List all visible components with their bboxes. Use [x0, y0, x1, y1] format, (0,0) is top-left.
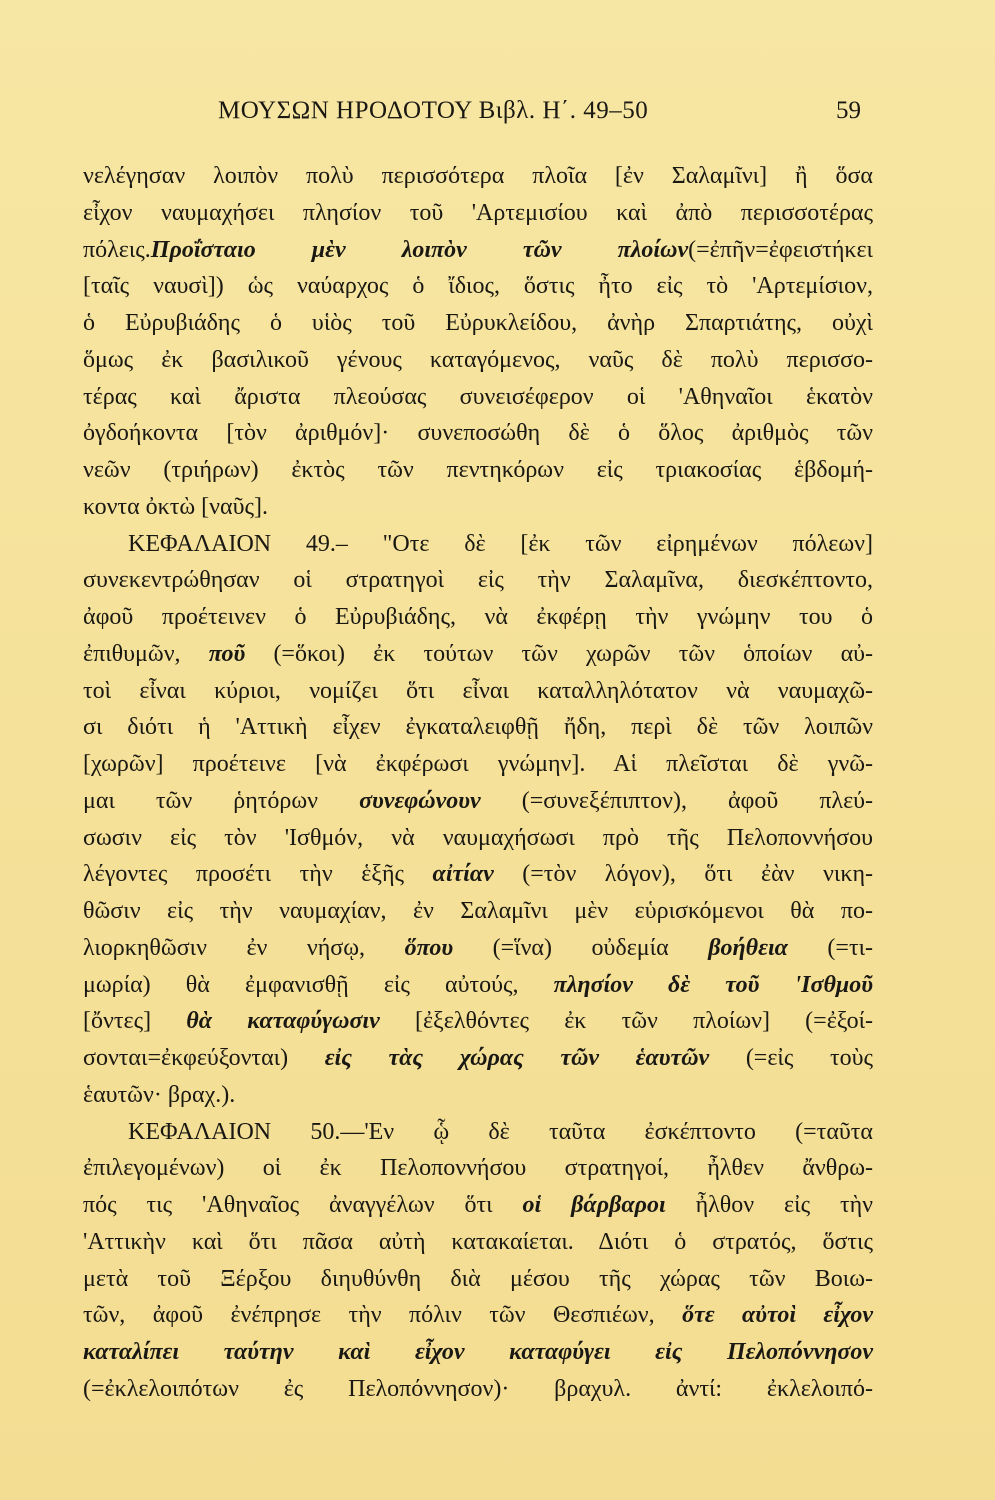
running-title: ΜΟΥΣΩΝ ΗΡΟΔΟΤΟΥ Βιβλ. Η΄. 49–50 — [218, 97, 649, 124]
text-line: τέρας καὶ ἄριστα πλεούσας συνεισέφερον οἱ 'Αθηναῖοι ἑκατὸν — [83, 383, 873, 410]
text-line: σονται=ἐκφεύξονται) εἰς τὰς χώρας τῶν ἑαυτῶν (=εἰς τοὺς — [83, 1045, 873, 1071]
text-line: σι διότι ἡ 'Αττικὴ εἶχεν ἐγκαταλειφθῇ ἤδη, περὶ δὲ τῶν λοιπῶν — [83, 714, 873, 741]
text-line: νεῶν (τριήρων) ἐκτὸς τῶν πεντηκόρων εἰς τριακοσίας ἑβδομή- — [83, 457, 873, 483]
text-line: μωρία) θὰ ἐμφανισθῇ εἰς αὐτούς, πλησίον δὲ τοῦ 'Ισθμοῦ — [83, 971, 874, 998]
text-line: [χωρῶν] προέτεινε [νὰ ἐκφέρωσι γνώμην]. Αἱ πλεῖσται δὲ γνῶ- — [83, 751, 873, 777]
text-line: ὁ Εὐρυβιάδης ὁ υἱὸς τοῦ Εὐρυκλείδου, ἀνὴρ Σπαρτιάτης, οὐχὶ — [83, 310, 873, 336]
text-line: θῶσιν εἰς τὴν ναυμαχίαν, ἐν Σαλαμῖνι μὲν εὑρισκόμενοι θὰ πο- — [83, 898, 873, 924]
page-number: 59 — [836, 97, 861, 124]
text-line: 'Αττικὴν καὶ ὅτι πᾶσα αὐτὴ κατακαίεται. Διότι ὁ στρατός, ὅστις — [83, 1228, 873, 1255]
body-text — [83, 158, 873, 1408]
text-line: [ὄντες] θὰ καταφύγωσιν [ἐξελθόντες ἐκ τῶν πλοίων] (=ἐξοί- — [83, 1008, 874, 1035]
text-line: ἐπιλεγομένων) οἱ ἐκ Πελοποννήσου στρατηγοί, ἦλθεν ἄνθρω- — [83, 1155, 873, 1182]
text-line: τοὶ εἶναι κύριοι, νομίζει ὅτι εἶναι καταλληλότατον νὰ ναυμαχῶ- — [83, 677, 873, 704]
text-line: ὀγδοήκοντα [τὸν ἀριθμόν]· συνεποσώθη δὲ ὁ ὅλος ἀριθμὸς τῶν — [83, 420, 873, 447]
text-line: [ταῖς ναυσὶ]) ὡς ναύαρχος ὁ ἴδιος, ὅστις ἦτο εἰς τὸ 'Αρτεμίσιον, — [83, 273, 873, 300]
chapter-heading-50: ΚΕΦΑΛΑΙΟΝ 50.—'Εν ᾧ δὲ ταῦτα ἐσκέπτοντο (=ταῦτα — [128, 1118, 873, 1145]
text-line: ὅμως ἐκ βασιλικοῦ γένους καταγόμενος, ναῦς δὲ πολὺ περισσο- — [83, 346, 873, 373]
text-line: μετὰ τοῦ Ξέρξου διηυθύνθη διὰ μέσου τῆς χώρας τῶν Βοιω- — [83, 1265, 873, 1292]
text-line: ἐπιθυμῶν, ποῦ (=ὅκοι) ἐκ τούτων τῶν χωρῶν τῶν ὁποίων αὐ- — [83, 640, 874, 667]
text-line: λέγοντες προσέτι τὴν ἑξῆς αἰτίαν (=τὸν λόγον), ὅτι ἐὰν νικη- — [83, 861, 873, 888]
text-line: τῶν, ἀφοῦ ἐνέπρησε τὴν πόλιν τῶν Θεσπιέων, ὅτε αὐτοὶ εἶχον — [83, 1302, 874, 1329]
text-line: κοντα ὀκτὼ [ναῦς]. — [83, 493, 268, 520]
text-line: νελέγησαν λοιπὸν πολὺ περισσότερα πλοῖα [ἐν Σαλαμῖνι] ἢ ὅσα — [83, 163, 873, 189]
text-line: (=ἐκλελοιπότων ἐς Πελοπόννησον)· βραχυλ. ἀντί: ἐκλελοιπό- — [83, 1375, 873, 1402]
page-header — [0, 95, 995, 135]
text-line: σωσιν εἰς τὸν 'Ισθμόν, νὰ ναυμαχήσωσι πρὸ τῆς Πελοποννήσου — [83, 824, 873, 851]
text-line: λιορκηθῶσιν ἐν νήσῳ, ὅπου (=ἵνα) οὐδεμία βοήθεια (=τι- — [83, 934, 874, 961]
text-line: πόλεις.Προΐσταιο μὲν λοιπὸν τῶν πλοίων(=ἐπῆν=ἐφειστήκει — [83, 236, 873, 263]
text-line: μαι τῶν ῥητόρων συνεφώνουν (=συνεξέπιπτον), ἀφοῦ πλεύ- — [83, 787, 874, 814]
text-line: ἀφοῦ προέτεινεν ὁ Εὐρυβιάδης, νὰ ἐκφέρῃ τὴν γνώμην του ὁ — [83, 604, 873, 630]
chapter-heading-49: ΚΕΦΑΛΑΙΟΝ 49.– "Οτε δὲ [ἐκ τῶν εἰρημένων πόλεων] — [128, 530, 873, 557]
text-line: συνεκεντρώθησαν οἱ στρατηγοὶ εἰς τὴν Σαλαμῖνα, διεσκέπτοντο, — [83, 567, 873, 594]
text-line: ἑαυτῶν· βραχ.). — [83, 1081, 236, 1108]
text-line: πός τις 'Αθηναῖος ἀναγγέλων ὅτι οἱ βάρβαροι ἦλθον εἰς τὴν — [83, 1192, 874, 1218]
text-line: εἶχον ναυμαχήσει πλησίον τοῦ 'Αρτεμισίου καὶ ἀπὸ περισσοτέρας — [83, 199, 873, 226]
text-line: καταλίπει ταύτην καὶ εἶχον καταφύγει εἰς Πελοπόννησον — [83, 1339, 873, 1365]
